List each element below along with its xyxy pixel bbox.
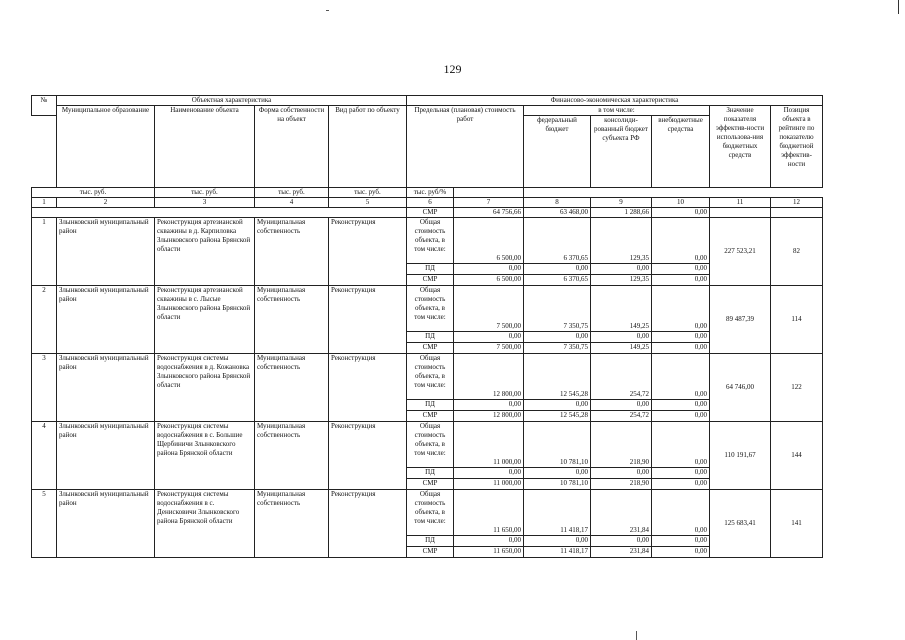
header-planned-cost: Предельная (плановая) стоимость работ bbox=[407, 106, 524, 188]
row-rank: 122 bbox=[771, 354, 823, 422]
row-municipality: Злынковский муниципальный район bbox=[57, 354, 155, 422]
row-total-label: Общая стоимость объекта, в том числе: bbox=[407, 354, 454, 400]
row-num: 4 bbox=[32, 422, 57, 490]
row-pd-sum: 0,00 bbox=[454, 332, 524, 343]
investment-table bbox=[31, 95, 823, 558]
row-pd-federal: 0,00 bbox=[524, 264, 591, 275]
row-smr-federal: 11 418,17 bbox=[524, 547, 591, 558]
row-object-name: Реконструкция артезианской скважины в д. Карпиловка Злынковского района Брянской области bbox=[155, 218, 255, 286]
row-pd-federal: 0,00 bbox=[524, 332, 591, 343]
row-total-sum: 11 650,00 bbox=[454, 490, 524, 536]
row-pd-extra: 0,00 bbox=[652, 332, 710, 343]
col-number: 2 bbox=[57, 198, 155, 208]
header-including: в том числе: bbox=[524, 106, 710, 116]
col-number: 12 bbox=[771, 198, 823, 208]
header-fin-char: Финансово-экономическая характеристика bbox=[407, 96, 823, 106]
row-smr-regional: 129,35 bbox=[591, 275, 652, 286]
row-smr-sum: 11 000,00 bbox=[454, 479, 524, 490]
row-rank: 144 bbox=[771, 422, 823, 490]
row-total-sum: 6 500,00 bbox=[454, 218, 524, 264]
row-ownership: Муниципальная собственность bbox=[255, 286, 329, 354]
row-total-sum: 7 500,00 bbox=[454, 286, 524, 332]
row-smr-regional: 218,90 bbox=[591, 479, 652, 490]
total-extra: 0,00 bbox=[652, 208, 710, 218]
row-total-federal: 11 418,17 bbox=[524, 490, 591, 536]
row-municipality: Злынковский муниципальный район bbox=[57, 286, 155, 354]
row-efficiency: 89 487,39 bbox=[710, 286, 771, 354]
row-efficiency: 110 191,67 bbox=[710, 422, 771, 490]
unit-ratio: тыс. руб/% bbox=[407, 188, 454, 198]
scan-mark-bottom bbox=[636, 631, 637, 640]
row-total-extra: 0,00 bbox=[652, 422, 710, 468]
row-num: 1 bbox=[32, 218, 57, 286]
total-empty-12 bbox=[771, 208, 823, 218]
row-smr-extra: 0,00 bbox=[652, 275, 710, 286]
unit-planned: тыс. руб. bbox=[32, 188, 155, 198]
row-pd-extra: 0,00 bbox=[652, 400, 710, 411]
row-work-type: Реконструкция bbox=[329, 422, 407, 490]
table-body bbox=[32, 188, 823, 558]
header-empty bbox=[32, 116, 57, 188]
row-pd-sum: 0,00 bbox=[454, 264, 524, 275]
row-work-type: Реконструкция bbox=[329, 286, 407, 354]
row-smr-extra: 0,00 bbox=[652, 479, 710, 490]
row-smr-federal: 7 350,75 bbox=[524, 343, 591, 354]
header-object-char: Объектная характеристика bbox=[57, 96, 407, 106]
row-pd-sum: 0,00 bbox=[454, 400, 524, 411]
row-rank: 82 bbox=[771, 218, 823, 286]
total-federal: 63 468,00 bbox=[524, 208, 591, 218]
row-pd-regional: 0,00 bbox=[591, 400, 652, 411]
row-total-regional: 231,84 bbox=[591, 490, 652, 536]
row-total-extra: 0,00 bbox=[652, 354, 710, 400]
total-empty-11 bbox=[710, 208, 771, 218]
total-kind: СМР bbox=[407, 208, 454, 218]
row-smr-label: СМР bbox=[407, 547, 454, 558]
header-work-type: Вид работ по объекту bbox=[329, 106, 407, 188]
row-pd-federal: 0,00 bbox=[524, 400, 591, 411]
header-object-name: Наименование объекта bbox=[155, 106, 255, 188]
row-smr-regional: 254,72 bbox=[591, 411, 652, 422]
row-pd-federal: 0,00 bbox=[524, 536, 591, 547]
row-total-federal: 10 781,10 bbox=[524, 422, 591, 468]
col-number: 10 bbox=[652, 198, 710, 208]
row-num: 5 bbox=[32, 490, 57, 558]
col-number: 5 bbox=[329, 198, 407, 208]
row-smr-extra: 0,00 bbox=[652, 547, 710, 558]
row-total-regional: 149,25 bbox=[591, 286, 652, 332]
row-smr-regional: 231,84 bbox=[591, 547, 652, 558]
row-pd-federal: 0,00 bbox=[524, 468, 591, 479]
row-smr-label: СМР bbox=[407, 479, 454, 490]
row-object-name: Реконструкция системы водоснабжения в с. Большие Щербиничи Злынковского района Брянской области bbox=[155, 422, 255, 490]
row-smr-sum: 6 500,00 bbox=[454, 275, 524, 286]
total-empty bbox=[32, 208, 407, 218]
header-municipality: Муниципальное образование bbox=[57, 106, 155, 188]
scan-mark-right bbox=[898, 0, 899, 14]
row-efficiency: 125 683,41 bbox=[710, 490, 771, 558]
total-sum: 64 756,66 bbox=[454, 208, 524, 218]
row-num: 3 bbox=[32, 354, 57, 422]
header-rank: Позиция объекта в рейтинге по показателю бюджетной эффектив-ности bbox=[771, 106, 823, 188]
row-total-regional: 129,35 bbox=[591, 218, 652, 264]
row-smr-label: СМР bbox=[407, 343, 454, 354]
row-object-name: Реконструкция артезианской скважины в с. Лысые Злынковского района Брянской области bbox=[155, 286, 255, 354]
row-total-label: Общая стоимость объекта, в том числе: bbox=[407, 422, 454, 468]
header-num: № bbox=[32, 96, 57, 116]
row-smr-regional: 149,25 bbox=[591, 343, 652, 354]
row-ownership: Муниципальная собственность bbox=[255, 422, 329, 490]
col-number: 8 bbox=[524, 198, 591, 208]
row-total-label: Общая стоимость объекта, в том числе: bbox=[407, 218, 454, 264]
col-number: 6 bbox=[407, 198, 454, 208]
row-smr-label: СМР bbox=[407, 411, 454, 422]
row-municipality: Злынковский муниципальный район bbox=[57, 490, 155, 558]
row-pd-label: ПД bbox=[407, 264, 454, 275]
row-ownership: Муниципальная собственность bbox=[255, 490, 329, 558]
header-efficiency: Значение показателя эффектив-ности использова-ния бюджетных средств bbox=[710, 106, 771, 188]
row-work-type: Реконструкция bbox=[329, 490, 407, 558]
row-pd-regional: 0,00 bbox=[591, 536, 652, 547]
row-work-type: Реконструкция bbox=[329, 354, 407, 422]
row-smr-federal: 6 370,65 bbox=[524, 275, 591, 286]
row-total-federal: 6 370,65 bbox=[524, 218, 591, 264]
row-pd-sum: 0,00 bbox=[454, 536, 524, 547]
row-pd-extra: 0,00 bbox=[652, 536, 710, 547]
row-num: 2 bbox=[32, 286, 57, 354]
row-rank: 141 bbox=[771, 490, 823, 558]
row-pd-extra: 0,00 bbox=[652, 468, 710, 479]
row-pd-extra: 0,00 bbox=[652, 264, 710, 275]
row-efficiency: 64 746,00 bbox=[710, 354, 771, 422]
unit-empty bbox=[454, 188, 524, 198]
row-pd-label: ПД bbox=[407, 400, 454, 411]
row-pd-regional: 0,00 bbox=[591, 468, 652, 479]
row-total-label: Общая стоимость объекта, в том числе: bbox=[407, 490, 454, 536]
row-smr-sum: 11 650,00 bbox=[454, 547, 524, 558]
row-smr-extra: 0,00 bbox=[652, 343, 710, 354]
header-extrabudget: внебюджетные средства bbox=[652, 116, 710, 188]
row-total-sum: 11 000,00 bbox=[454, 422, 524, 468]
row-object-name: Реконструкция системы водоснабжения в с. Денисковичи Злынковского района Брянской области bbox=[155, 490, 255, 558]
row-efficiency: 227 523,21 bbox=[710, 218, 771, 286]
row-pd-sum: 0,00 bbox=[454, 468, 524, 479]
row-work-type: Реконструкция bbox=[329, 218, 407, 286]
col-number: 9 bbox=[591, 198, 652, 208]
row-pd-regional: 0,00 bbox=[591, 332, 652, 343]
header-ownership: Форма собственности на объект bbox=[255, 106, 329, 188]
row-municipality: Злынковский муниципальный район bbox=[57, 218, 155, 286]
unit-extra: тыс. руб. bbox=[329, 188, 407, 198]
row-ownership: Муниципальная собственность bbox=[255, 354, 329, 422]
total-regional: 1 288,66 bbox=[591, 208, 652, 218]
row-rank: 114 bbox=[771, 286, 823, 354]
row-smr-sum: 7 500,00 bbox=[454, 343, 524, 354]
row-ownership: Муниципальная собственность bbox=[255, 218, 329, 286]
col-number: 11 bbox=[710, 198, 771, 208]
row-total-regional: 218,90 bbox=[591, 422, 652, 468]
row-total-extra: 0,00 bbox=[652, 218, 710, 264]
row-smr-federal: 10 781,10 bbox=[524, 479, 591, 490]
row-total-label: Общая стоимость объекта, в том числе: bbox=[407, 286, 454, 332]
row-smr-label: СМР bbox=[407, 275, 454, 286]
scan-mark-top bbox=[326, 10, 329, 11]
row-pd-label: ПД bbox=[407, 468, 454, 479]
header-federal: федеральный бюджет bbox=[524, 116, 591, 188]
row-total-extra: 0,00 bbox=[652, 286, 710, 332]
row-total-sum: 12 800,00 bbox=[454, 354, 524, 400]
row-total-extra: 0,00 bbox=[652, 490, 710, 536]
unit-regional: тыс. руб. bbox=[255, 188, 329, 198]
row-smr-extra: 0,00 bbox=[652, 411, 710, 422]
row-pd-regional: 0,00 bbox=[591, 264, 652, 275]
row-smr-sum: 12 800,00 bbox=[454, 411, 524, 422]
col-number: 4 bbox=[255, 198, 329, 208]
unit-federal: тыс. руб. bbox=[155, 188, 255, 198]
col-number: 1 bbox=[32, 198, 57, 208]
row-total-federal: 12 545,28 bbox=[524, 354, 591, 400]
row-smr-federal: 12 545,28 bbox=[524, 411, 591, 422]
row-total-federal: 7 350,75 bbox=[524, 286, 591, 332]
row-pd-label: ПД bbox=[407, 536, 454, 547]
page-number: 129 bbox=[443, 62, 462, 76]
row-total-regional: 254,72 bbox=[591, 354, 652, 400]
row-municipality: Злынковский муниципальный район bbox=[57, 422, 155, 490]
row-object-name: Реконструкция системы водоснабжения в д. Кожановка Злынковского района Брянской области bbox=[155, 354, 255, 422]
col-number: 7 bbox=[454, 198, 524, 208]
row-pd-label: ПД bbox=[407, 332, 454, 343]
col-number: 3 bbox=[155, 198, 255, 208]
header-consolidated: консолиди-рованный бюджет субъекта РФ bbox=[591, 116, 652, 188]
